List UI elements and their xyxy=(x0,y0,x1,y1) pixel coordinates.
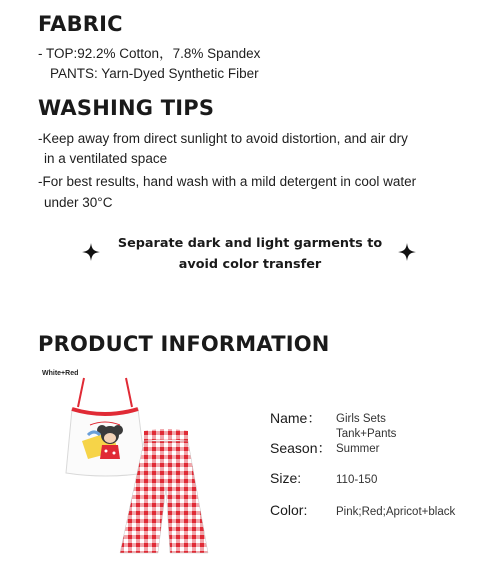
notice-line-1: Separate dark and light garments to xyxy=(117,236,383,251)
color-label: Color: xyxy=(270,502,308,518)
washing-tip-2: -For best results, hand wash with a mild detergent in cool water xyxy=(38,174,417,189)
four-point-star-icon xyxy=(82,243,100,261)
season-label: Season： xyxy=(270,440,332,456)
product-info-heading: PRODUCT INFORMATION xyxy=(38,332,330,356)
fabric-heading: FABRIC xyxy=(38,12,123,36)
name-label: Name： xyxy=(270,410,322,426)
color-value: Pink;Red;Apricot+black xyxy=(336,506,456,518)
tank-top-illustration xyxy=(66,378,146,476)
fabric-pants-composition: PANTS: Yarn-Dyed Synthetic Fiber xyxy=(50,66,259,81)
color-separation-notice xyxy=(110,233,390,275)
size-label: Size: xyxy=(270,470,302,486)
notice-line-2: avoid color transfer xyxy=(178,257,322,272)
washing-tip-1-continued: in a ventilated space xyxy=(44,151,168,166)
name-value-line-2: Tank+Pants xyxy=(336,428,397,440)
season-value: Summer xyxy=(336,443,380,455)
washing-tip-2-continued: under 30°C xyxy=(44,195,113,210)
washing-tips-heading: WASHING TIPS xyxy=(38,96,215,120)
name-value-line-1: Girls Sets xyxy=(336,413,386,425)
size-value: 110-150 xyxy=(336,474,378,486)
product-image xyxy=(48,375,228,555)
washing-tip-1: -Keep away from direct sunlight to avoid distortion, and air dry xyxy=(38,131,408,146)
four-point-star-icon xyxy=(398,243,416,261)
color-variant-tag: White+Red xyxy=(42,370,79,377)
fabric-top-composition: - TOP:92.2% Cotton，7.8% Spandex xyxy=(38,46,261,61)
